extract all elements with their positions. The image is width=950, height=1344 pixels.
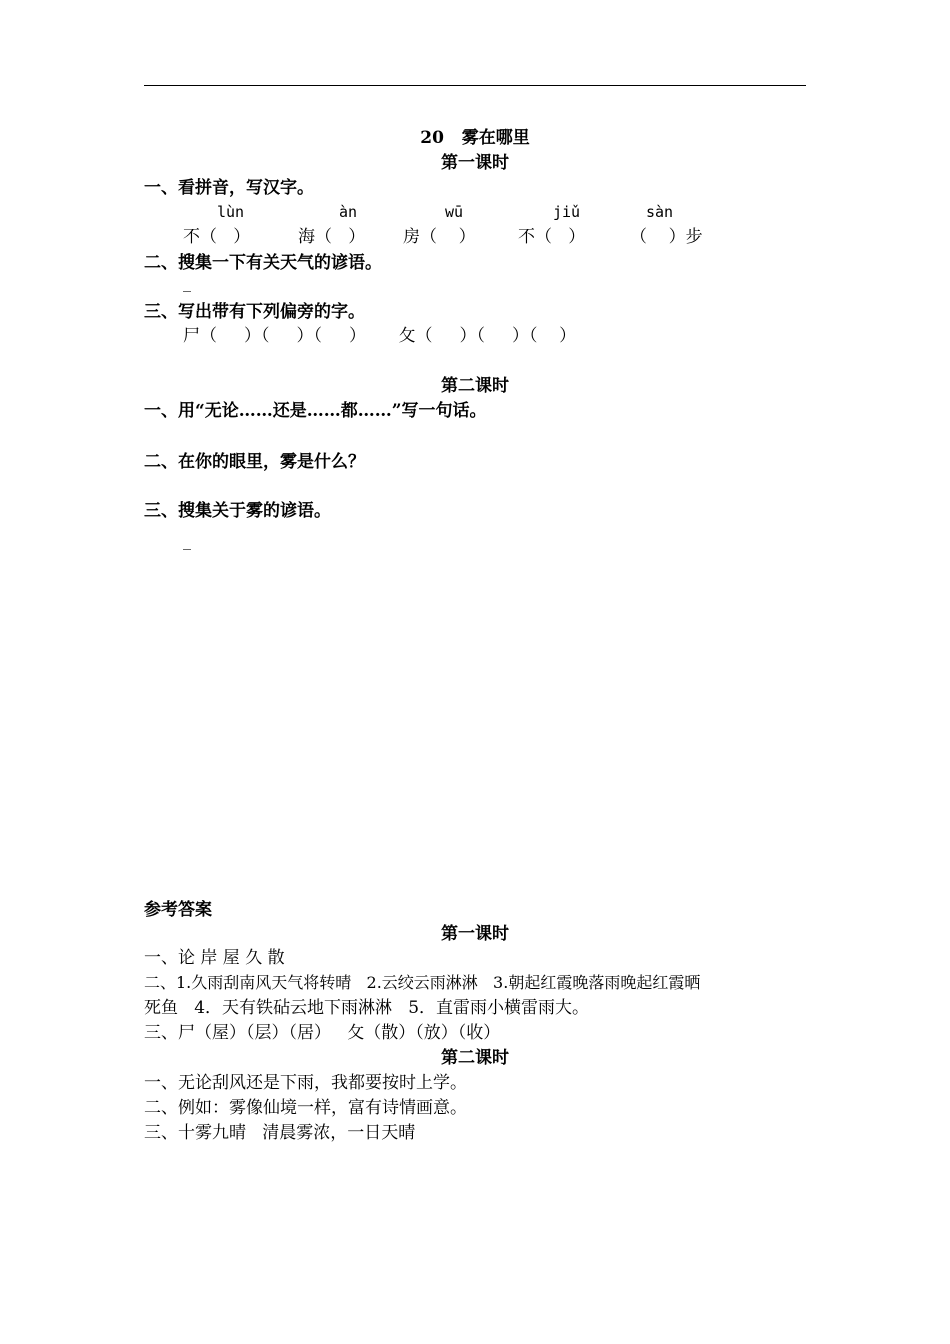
lesson1-question-1: 一、看拼音，写汉字。 [144, 178, 314, 198]
pinyin-3: wū [445, 203, 464, 221]
blank-5: （ ）步 [630, 227, 703, 247]
answer-2-line-2: 死鱼 4．天有铁砧云地下雨淋淋 5．直雷雨小横雷雨大。 [144, 998, 590, 1018]
answer-1: 一、论 岸 屋 久 散 [144, 948, 285, 968]
pinyin-5: sàn [646, 203, 674, 221]
lesson1-question-3: 三、写出带有下列偏旁的字。 [144, 302, 365, 322]
blank-1: 不（ ） [183, 227, 251, 247]
answer-line: _ [183, 531, 191, 550]
lesson1-question-2: 二、搜集一下有关天气的谚语。 [144, 253, 382, 273]
blank-2: 海（ ） [298, 227, 366, 247]
answer-b1: 一、无论刮风还是下雨，我都要按时上学。 [144, 1073, 467, 1093]
lesson2-question-2: 二、在你的眼里，雾是什么？ [144, 452, 365, 472]
answer-2-line-1: 二、1.久雨刮南风天气将转晴 2.云绞云雨淋淋 3.朝起红霞晚落雨晚起红霞晒 [144, 973, 701, 992]
lesson2-heading: 第二课时 [441, 376, 509, 396]
header-rule [144, 85, 806, 86]
blank-4: 不（ ） [518, 227, 586, 247]
lesson2-question-3: 三、搜集关于雾的谚语。 [144, 501, 331, 521]
lesson2-question-1: 一、用“无论……还是……都……”写一句话。 [144, 401, 487, 421]
answers-heading: 参考答案 [144, 900, 212, 920]
answers-lesson2-heading: 第二课时 [441, 1048, 509, 1068]
blank-3: 房（ ） [403, 227, 476, 247]
pinyin-2: àn [339, 203, 358, 221]
pinyin-4: jiǔ [553, 203, 581, 221]
answers-lesson1-heading: 第一课时 [441, 924, 509, 944]
answer-line: _ [183, 273, 191, 292]
pinyin-1: lùn [217, 203, 245, 221]
lesson1-heading: 第一课时 [441, 153, 509, 173]
page-title: 20 雾在哪里 [420, 128, 530, 148]
radical-blanks: 尸（ ）（ ）（ ） 攵（ ）（ ）（ ） [183, 326, 577, 346]
answer-b2: 二、例如：雾像仙境一样，富有诗情画意。 [144, 1098, 467, 1118]
answer-3: 三、尸（屋）（层）（居） 攵（散）（放）（收） [144, 1023, 501, 1043]
answer-b3: 三、十雾九晴 清晨雾浓，一日天晴 [144, 1123, 416, 1143]
